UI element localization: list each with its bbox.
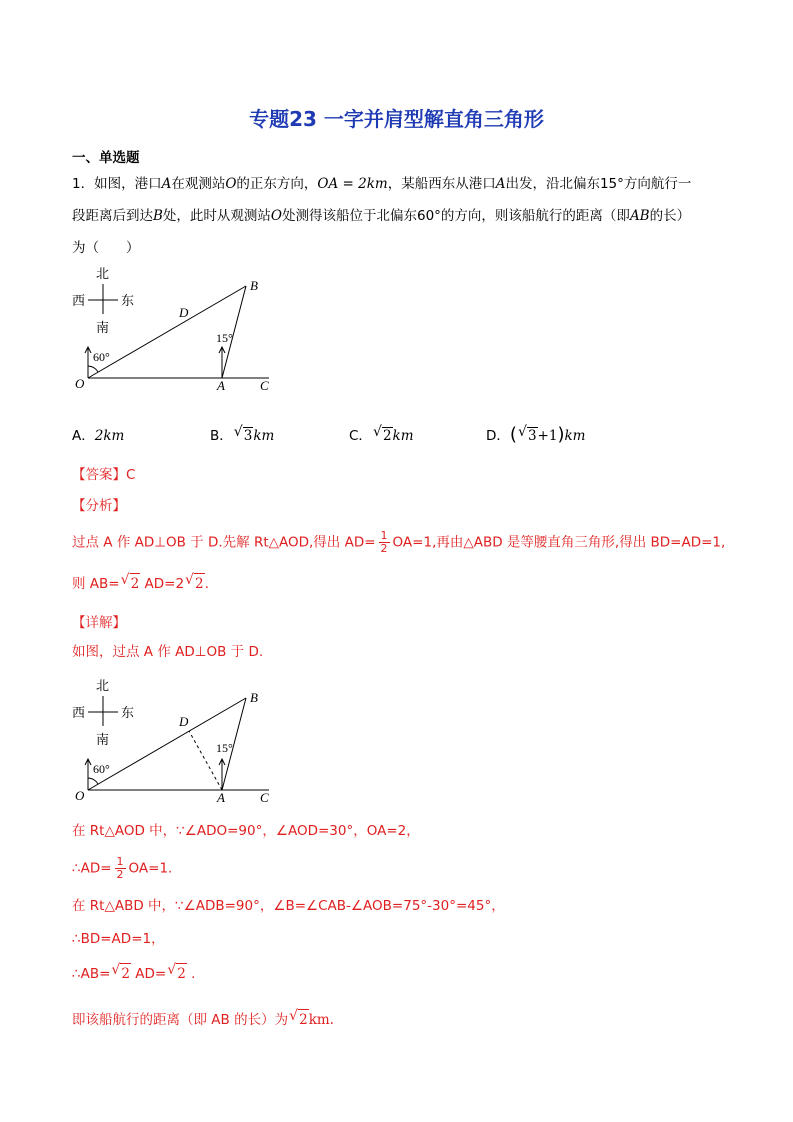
angle-15-label: 15° <box>216 331 233 345</box>
compass-east: 东 <box>121 293 135 308</box>
figure-question <box>66 262 281 397</box>
detail-intro: 如图，过点 A 作 AD⊥OB 于 D. <box>72 644 264 660</box>
angle-60-label: 60° <box>93 350 110 364</box>
answer-line: 【答案】C <box>72 467 136 483</box>
section-heading: 一、单选题 <box>72 150 140 166</box>
point-O: O <box>75 376 85 391</box>
compass-west-2: 西 <box>72 705 86 720</box>
analysis-line-2: 则 AB=√ 2 AD=2√ 2. <box>72 573 209 594</box>
detail-step-1: 在 Rt△AOD 中，∵∠ADO=90°，∠AOD=30°，OA=2， <box>72 823 420 839</box>
option-c: C．√ 2km <box>349 424 414 444</box>
detail-step-4: ∴BD=AD=1， <box>72 931 165 947</box>
analysis-line-1: 过点 A 作 AD⊥OB 于 D.先解 Rt△AOD,得出 AD= $\frac{1}{2}$ OA=1,再由△ABD 是等腰直角三角形,得出 BD=AD=1, <box>72 529 726 555</box>
point-B: B <box>250 278 258 293</box>
option-b: B．√ 3km <box>210 424 274 444</box>
compass-east-2: 东 <box>121 705 135 720</box>
page-title: 专题23 一字并肩型解直角三角形 <box>249 107 544 131</box>
option-d: D．(√ 3+1)km <box>486 424 585 445</box>
compass-south-2: 南 <box>96 732 110 747</box>
question-line-1: 1．如图，港口A在观测站O的正东方向，OA = 2km，某船西东从港口A出发，沿北偏东15°方向航行一 <box>72 176 692 192</box>
compass-north-2: 北 <box>96 678 110 693</box>
option-a: A．2km <box>72 428 125 444</box>
point-A-2: A <box>217 790 225 805</box>
detail-step-2: ∴AD= $\frac{1}{2}$ OA=1. <box>72 855 173 881</box>
detail-tag: 【详解】 <box>72 615 126 631</box>
analysis-tag: 【分析】 <box>72 498 126 514</box>
detail-step-3: 在 Rt△ABD 中，∵∠ADB=90°，∠B=∠CAB-∠AOB=75°-30°=45°， <box>72 898 505 914</box>
point-C: C <box>260 378 269 393</box>
question-line-2: 段距离后到达B处，此时从观测站O处测得该船位于北偏东60°的方向，则该船航行的距离（即AB的长） <box>72 208 691 224</box>
angle-15-label-2: 15° <box>216 741 233 755</box>
point-C-2: C <box>260 790 269 805</box>
compass-west: 西 <box>72 293 86 308</box>
compass-south: 南 <box>96 320 110 335</box>
point-D-2: D <box>179 714 189 729</box>
question-line-3: 为（ ） <box>72 240 140 256</box>
detail-step-5: ∴AB=√ 2 AD=√ 2 . <box>72 963 195 984</box>
point-D: D <box>179 305 189 320</box>
point-B-2: B <box>250 690 258 705</box>
compass-north: 北 <box>96 266 110 281</box>
point-O-2: O <box>75 788 85 803</box>
point-A: A <box>217 378 225 393</box>
detail-step-6: 即该船航行的距离（即 AB 的长）为√ 2km. <box>72 1009 334 1030</box>
angle-60-label-2: 60° <box>93 762 110 776</box>
figure-solution <box>66 674 281 809</box>
dashed-ad <box>189 731 222 790</box>
